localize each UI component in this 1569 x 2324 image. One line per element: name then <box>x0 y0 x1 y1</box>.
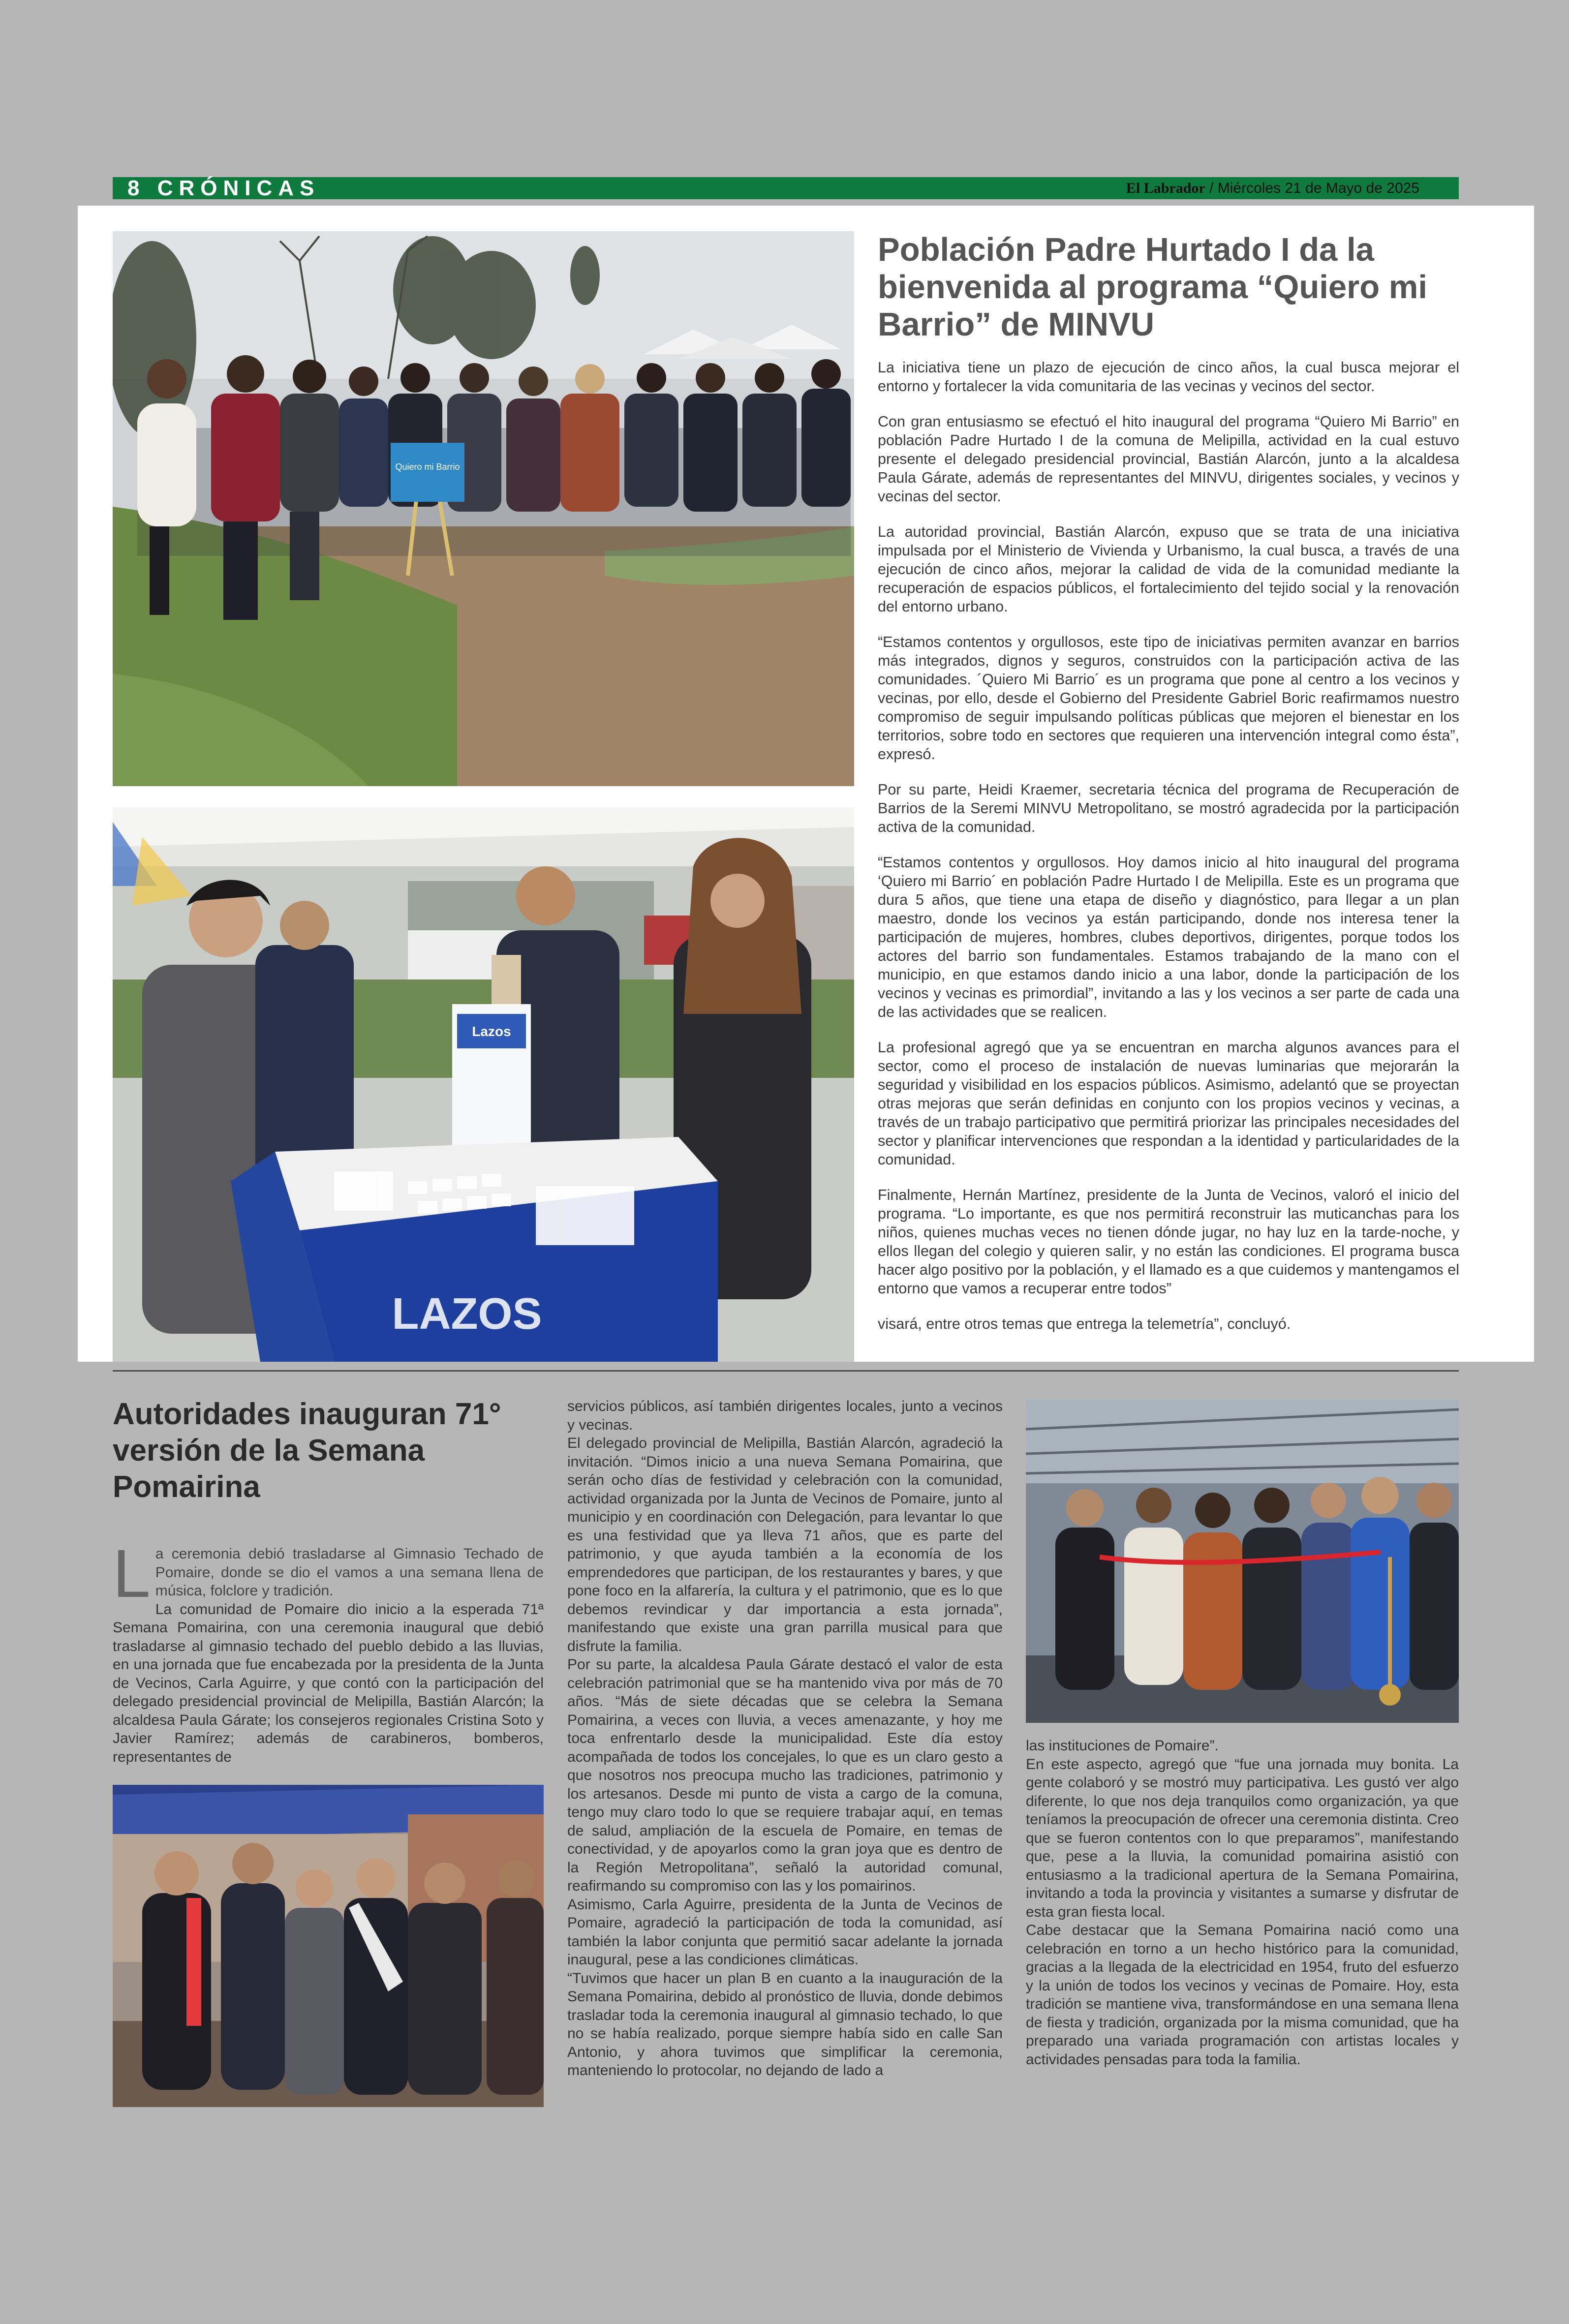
photo-information-table <box>113 807 854 1362</box>
body-paragraph: Asimismo, Carla Aguirre, presidenta de la Junta de Vecinos de Pomaire, agradeció la participación de toda la comunidad, así también la labor conjunta que permitió sacar adelante la jornada inaugural, pese a las condiciones climáticas. <box>567 1896 1003 1968</box>
top-paragraph: “Estamos contentos y orgullosos, este tipo de iniciativas permiten avanzar en barrios más integrados, dignos y seguros, construidos con la participación activa de las comunidades. ´Quiero Mi Barrio´ es un programa que pone al centro a los vecinos y vecinas, por ello, desde el Gobierno del Presidente Gabriel Boric reafirmamos nuestro compromiso de seguir impulsando políticas públicas que mejoren el bienestar en los territorios, sobre todo en sectores que requieren una intervención integral como ésta”, expresó. <box>878 634 1459 763</box>
top-paragraph: La autoridad provincial, Bastián Alarcón, expuso que se trata de una iniciativa impulsada por el Ministerio de Vivienda y Urbanismo, la cual busca, a través de una ejecución de cinco años, mejorar la calidad de vida de la comunidad mediante la recuperación de espacios públicos, el fortalecimiento del tejido social y la renovación del entorno urbano. <box>878 523 1459 615</box>
body-paragraph: Por su parte, la alcaldesa Paula Gárate destacó el valor de esta celebración patrimonial que se ha mantenido viva por más de 70 años. “Más de siete décadas que se celebra la Semana Pomairina, a veces con lluvia, a veces amenazante, y hoy me toca enfrentarlo desde la municipalidad. Este día estoy acompañada de todos los concejales, lo que es un claro gesto a que nosotros nos preocupa mucho las tradiciones, patrimonio y los artesanos. Desde mi punto de vista a cargo de la comuna, tengo muy claro todo lo que se requiere trabajar aquí, en temas de salud, ampliación de la escuela de Pomaire, en temas de conectividad, y de apoyarlos como la gran joya que es dentro de la Región Metropolitana”, señaló la autoridad comunal, reafirmando su compromiso con las y los pomairinos. <box>567 1656 1003 1894</box>
photo-group-inauguration <box>113 231 854 786</box>
section-label: 8 CRÓNICAS <box>127 176 320 200</box>
top-paragraph: La profesional agregó que ya se encuentran en marcha algunos avances para el sector, como el proceso de instalación de nuevas luminarias que mejorarán la seguridad y visibilidad en los espacios públicos. Asimismo, adelantó que se proyectan otras mejoras que serán definidas en conjunto con los propios vecinos y vecinas, a través de un trabajo participativo que permitirá priorizar las principales necesidades del sector y planificar intervenciones que respondan a la identidad y particularidades de la comunidad. <box>878 1039 1459 1168</box>
bottom-article-title: Autoridades inauguran 71° versión de la Semana Pomairina <box>113 1397 501 1504</box>
roll-up-text: Lazos <box>472 1024 511 1039</box>
body-paragraph: servicios públicos, así también dirigentes locales, junto a vecinos y vecinas. <box>567 1398 1003 1433</box>
top-paragraph: visará, entre otros temas que entrega la telemetría”, concluyó. <box>878 1315 1291 1332</box>
top-paragraph: Finalmente, Hernán Martínez, presidente de la Junta de Vecinos, valoró el inicio del programa. “Lo importante, es que nos permitirá reconstruir las muticanchas para los niños, quienes muchas veces no tienen dónde jugar, no hay luz en la tarde-noche, y ellos llegan del colegio y quieren salir, y no están las condiciones. El programa busca hacer algo positivo por la población, y el llamado es a que cuidemos y mantengamos el entorno que vamos a recuperar entre todos” <box>878 1187 1459 1297</box>
body-paragraph: “Tuvimos que hacer un plan B en cuanto a la inauguración de la Semana Pomairina, debido al pronóstico de lluvia, donde debimos trasladar toda la ceremonia inaugural al gimnasio techado, lo que no se había realizado, porque siempre había sido en calle San Antonio, y ahora tuvimos que simplificar la ceremonia, manteniendo lo protocolar, no dejando de lado a <box>567 1970 1003 2079</box>
article-divider <box>113 1370 1459 1372</box>
publication-date: Miércoles 21 de Mayo de 2025 <box>1217 180 1419 196</box>
newspaper-name: El Labrador <box>1126 180 1205 196</box>
lead-paragraph <box>113 1536 544 1612</box>
body-paragraph: En este aspecto, agregó que “fue una jornada muy bonita. La gente colaboró y se mostró muy participativa. Les gustó ver algo diferente, lo que nos deja tranquilos como organización, ya que teníamos la preocupación de ofrecer una ceremonia distinta. Creo que se fueron contentos con lo que preparamos”, manifestando que, pese a la lluvia, la comunidad pomairina asistió con entusiasmo a la tradicional apertura de la Semana Pomairina, invitando a toda la provincia y visitantes a sumarse y disfrutar de esta gran fiesta local. <box>1026 1756 1459 1920</box>
top-article-body <box>878 358 1459 1350</box>
section-header-bar <box>113 177 1459 199</box>
photo-pomaire-group <box>113 1785 544 2107</box>
photo-ribbon-cutting <box>1026 1400 1459 1723</box>
top-paragraph: La iniciativa tiene un plazo de ejecución de cinco años, la cual busca mejorar el entorno y fortalecer la vida comunitaria de las vecinas y vecinos del sector. <box>878 359 1459 395</box>
body-paragraph: Cabe destacar que la Semana Pomairina nació como una celebración en torno a un hecho histórico para la comunidad, gracias a la llegada de la electricidad en 1954, fruto del esfuerzo y la unión de todos los vecinos y vecinas de Pomaire. Hoy, esta tradición se mantiene viva, transformándose en una semana llena de fiesta y tradición, organizada por la misma comunidad, que ha preparado una variada programación con artistas locales y actividades pensadas para toda la familia. <box>1026 1922 1459 2068</box>
bottom-column-2 <box>567 1397 1003 2080</box>
body-paragraph: La comunidad de Pomaire dio inicio a la esperada 71ª Semana Pomairina, con una ceremonia inaugural que debió trasladarse al gimnasio techado del pueblo debido a las lluvias, en una jornada que fue encabezada por la presidenta de la Junta de Vecinos, Carla Aguirre, y que contó con la participación del delegado presidencial provincial de Melipilla, Bastián Alarcón; la alcaldesa Paula Gárate; los consejeros regionales Cristina Soto y Javier Ramírez; además de carabineros, bomberos, representantes de <box>113 1601 544 1765</box>
body-paragraph: El delegado provincial de Melipilla, Bastián Alarcón, agradeció la invitación. “Dimos inicio a una nueva Semana Pomairina, que serán ocho días de festividad y celebración con la comunidad, actividad organizada por la Junta de Vecinos de Pomaire, junto al municipio y en coordinación con Delegación, para levantar lo que es una festividad que ya lleva 71 años, que es parte del patrimonio, y que ayuda también a la economía de los emprendedores que participan, de los restaurantes y bares, y que pone foco en la alfarería, la cultura y el patrimonio, que es lo que debemos revindicar y dar importancia a esta jornada”, manifestando que existe una gran parrilla musical para que disfrute la familia. <box>567 1435 1003 1654</box>
lead-text: a ceremonia debió trasladarse al Gimnasio Techado de Pomaire, donde se dio el vamos a una semana llena de música, folclore y tradición. <box>155 1546 544 1599</box>
publication-info: El Labrador / Miércoles 21 de Mayo de 2025 <box>1126 180 1419 196</box>
top-paragraph: “Estamos contentos y orgullosos. Hoy damos inicio al hito inaugural del programa ‘Quiero mi Barrio´ en población Padre Hurtado I de Melipilla. Este es un programa que dura 5 años, que tiene una etapa de diseño y diagnóstico, para llegar a un plan maestro, donde los vecinos ya están participando, donde nos interesa tener la participación de mujeres, hombres, clubes deportivos, dirigentes, porque todos los actores del barrio son fundamentales. Estamos trabajando de la mano con el municipio, en que estamos dando inicio a una labor, donde la participación de los vecinos y vecinas es primordial”, invitando a las y los vecinos a ser parte de cada una de las actividades que se realicen. <box>878 854 1459 1020</box>
sign-text: Quiero mi Barrio <box>395 462 460 472</box>
body-paragraph: las instituciones de Pomaire”. <box>1026 1738 1219 1754</box>
top-paragraph: Con gran entusiasmo se efectuó el hito inaugural del programa “Quiero Mi Barrio” en población Padre Hurtado I de la comuna de Melipilla, actividad en la cual estuvo presente el delegado presidencial provincial, Bastián Alarcón, junto a la alcaldesa Paula Gárate, además de representantes del MINVU, dirigentes sociales, y vecinos y vecinas del sector. <box>878 413 1459 505</box>
top-article-title: Población Padre Hurtado I da la bienvenida al programa “Quiero mi Barrio” de MINVU <box>878 231 1427 343</box>
tablecloth-text: LAZOS <box>392 1289 542 1339</box>
bottom-column-3 <box>1026 1737 1459 2069</box>
bottom-column-1 <box>113 1536 544 1766</box>
drop-cap: L <box>113 1536 151 1612</box>
top-paragraph: Por su parte, Heidi Kraemer, secretaria técnica del programa de Recuperación de Barrios de la Seremi MINVU Metropolitano, se mostró agradecida por la participación activa de la comunidad. <box>878 781 1459 835</box>
